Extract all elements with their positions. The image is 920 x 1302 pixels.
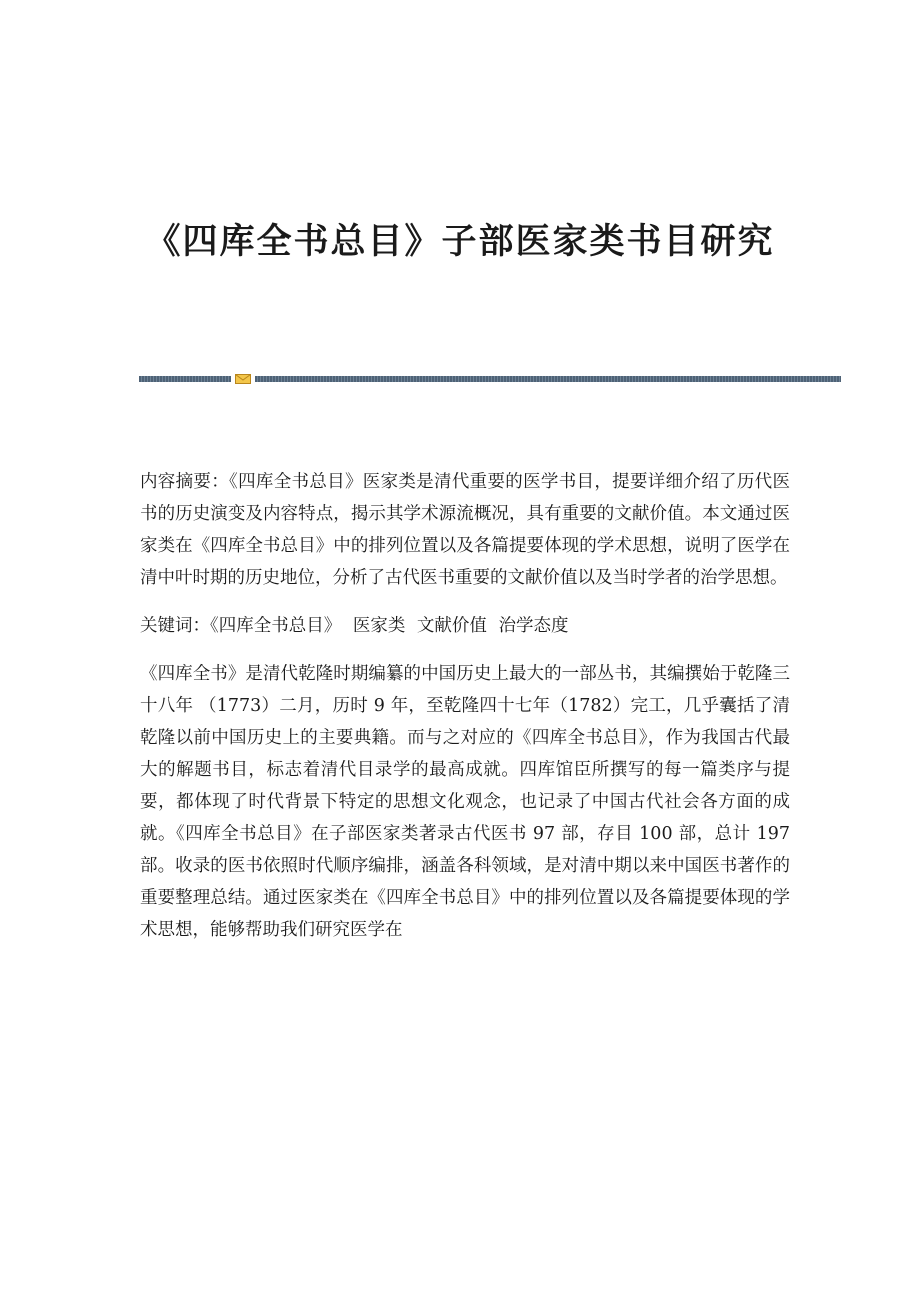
body-paragraph: 《四库全书》是清代乾隆时期编纂的中国历史上最大的一部丛书，其编撰始于乾隆三十八年 （1773）二月，历时 9 年，至乾隆四十七年（1782）完工，几乎囊括了清乾隆以前中国历史上的主要典籍。而与之对应的《四库全书总目》，作为我国古代最大的解题书目，标志着清代目录学的最高成就。四库馆臣所撰写的每一篇类序与提要，都体现了时代背景下特定的思想文化观念，也记录了中国古代社会各方面的成就。《四库全书总目》在子部医家类著录古代医书 97 部，存目 100 部，总计 197 部。收录的医书依照时代顺序编排，涵盖各科领域，是对清中期以来中国医书著作的重要整理总结。通过医家类在《四库全书总目》中的排列位置以及各篇提要体现的学术思想，能够帮助我们研究医学在 — [140, 664, 790, 940]
keyword-item: 医家类 — [352, 616, 406, 636]
keywords-line — [140, 610, 790, 642]
page-title: 《四库全书总目》子部医家类书目研究 — [145, 221, 775, 262]
keyword-item: 《四库全书总目》 — [210, 616, 342, 636]
keywords-label: 关键词： — [140, 616, 210, 636]
title-divider — [139, 374, 841, 384]
keyword-item: 文献价值 — [416, 616, 487, 636]
divider-bar-right — [255, 376, 841, 382]
divider-bar-left — [139, 376, 231, 382]
article-body — [140, 466, 790, 946]
abstract-paragraph: 内容摘要：《四库全书总目》医家类是清代重要的医学书目，提要详细介绍了历代医书的历史演变及内容特点，揭示其学术源流概况，具有重要的文献价值。本文通过医家类在《四库全书总目》中的排列位置以及各篇提要体现的学术思想，说明了医学在清中叶时期的历史地位，分析了古代医书重要的文献价值以及当时学者的治学思想。 — [140, 472, 790, 588]
envelope-icon — [235, 374, 251, 384]
keyword-item: 治学态度 — [498, 616, 569, 636]
